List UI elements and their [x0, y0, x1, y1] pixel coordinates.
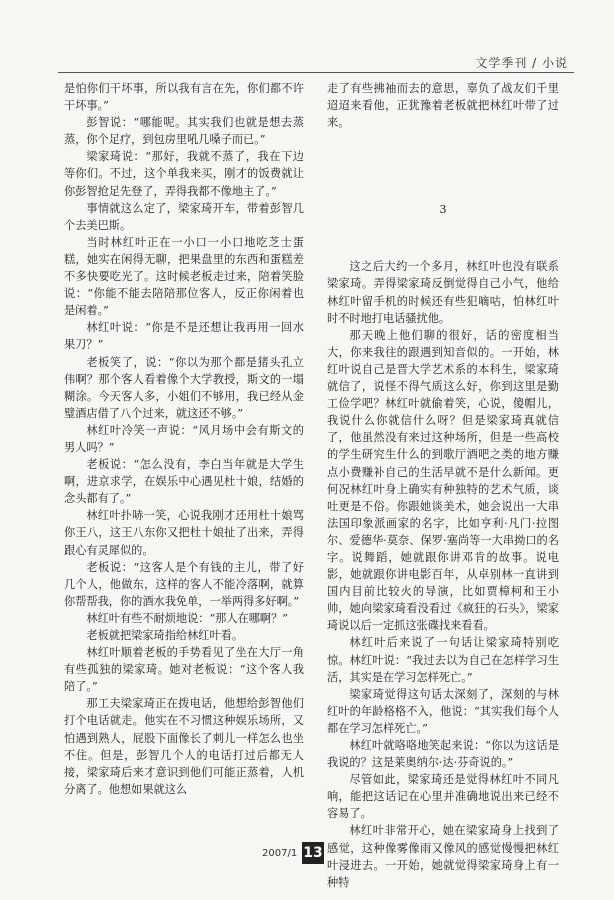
paragraph: 林红叶非常开心，她在梁家琦身上找到了感觉，这种像雾像雨又像风的感觉慢慢把林红叶浸进去。一开始，她就觉得梁家琦身上有一种特	[327, 824, 559, 889]
paragraph: 梁家琦说：“那好，我就不蒸了，我在下边等你们。不过，这个单我来买，刚才的饭费就让你彭智抢足先登了，弄得我都不像地主了。”	[64, 150, 304, 198]
issue-date: 2007/1	[262, 848, 298, 859]
paragraph: 林红叶说：“你是不是还想让我再用一回水果刀？”	[64, 321, 304, 352]
page-number: 13	[302, 842, 324, 864]
paragraph: 林红叶就咯咯地笑起来说：“你以为这话是我说的？这是莱奥纳尔·达·芬奇说的。”	[327, 739, 559, 770]
running-header	[0, 50, 614, 74]
header-rule	[58, 72, 574, 73]
header-title: 文学季刊 / 小说	[475, 56, 568, 70]
paragraph: 林红叶顺着老板的手势看见了坐在大厅一角有些孤独的梁家琦。她对老板说：“这个客人我陪了。”	[64, 646, 304, 694]
paragraph: 林红叶冷笑一声说：“风月场中会有斯文的男人吗？”	[64, 423, 304, 454]
paragraph: 事情就这么定了，梁家琦开车，带着彭智几个去美巴斯。	[64, 201, 304, 232]
paragraph: 彭智说：“哪能呢。其实我们也就是想去蒸蒸，你个足疗，到包房里吼几嗓子而已。”	[64, 116, 304, 147]
paragraph: 尽管如此，梁家琦还是觉得林红叶不同凡响，能把这话记在心里并准确地说出来已经不容易了。	[327, 773, 559, 821]
paragraph: 那工夫梁家琦正在拨电话，他想给彭智他们打个电话就走。他实在不习惯这种娱乐场所，又怕遇到熟人，屁股下面像长了刺儿一样怎么也坐不住。但是，彭智几个人的电话打过后都无人接，梁家琦后来才意识到他们可能正蒸着，人机分离了。他想如果就这么	[64, 697, 304, 796]
paragraph: 这之后大约一个多月，林红叶也没有联系梁家琦。弄得梁家琦反倒觉得自己小气，他给林红叶留手机的时候还有些犯嘀咕，怕林红叶时不时地打电话骚扰他。	[327, 260, 559, 325]
section-number: 3	[439, 203, 447, 217]
paragraph: 林红叶后来说了一句话让梁家琦特别吃惊。林红叶说：“我过去以为自己在怎样学习生活，其实是在学习怎样死亡。”	[327, 636, 559, 684]
paragraph: 林红叶扑哧一笑，心说我刚才还用杜十娘骂你王八，这王八东你又把杜十娘扯了出来，弄得跟心有灵犀似的。	[64, 509, 304, 557]
page-footer	[0, 842, 614, 866]
paragraph: 当时林红叶正在一小口一小口地吃芝士蛋糕，她实在闲得无聊，把果盘里的东西和蛋糕差不多快要吃光了。这时候老板走过来，陪着笑脸说：“你能不能去陪陪那位客人，反正你闲着也是闲着。”	[64, 235, 304, 318]
paragraph: 老板就把梁家琦指给林红叶看。	[86, 629, 244, 642]
paragraph: 那天晚上他们聊的很好，话的密度相当大，你来我往的跟遇到知音似的。一开始，林红叶说自己是晋大学艺术系的本科生，梁家琦就信了，说怪不得气质这么好，你到这里是勤工俭学吧？林红叶就偷着笑，心说，傻帽儿，我说什么你就信什么呀？但是梁家琦真就信了，他虽然没有来过这种场所，但是一些高校的学生研究生什么的到歌厅酒吧之类的地方赚点小费赚补自己的生活早就不是什么新闻。更何况林红叶身上确实有种独特的艺术气质，谈吐更是不俗。你跟她谈美术，她会说出一大串法国印象派画家的名字，比如亨利·凡门·拉图尔、爱德华·莫奈、保罗·塞尚等一大串拗口的名字。说舞蹈，她就跟你讲邓肯的故事。说电影，她就跟你讲电影百年，从卓别林一直讲到国内目前比较火的导演，比如贾樟柯和王小帅，她向梁家琦看没看过《疯狂的石头》，梁家琦说以后一定抓这张碟找来看看。	[327, 328, 559, 633]
paragraph: 老板笑了，说：“你以为那个都是猪头孔立伟啊？那个客人看着像个大学教授，斯文的一塌糊涂。今天客人多，小姐们不够用，我已经从金璧酒店借了八个过来，就这还不够。”	[64, 355, 304, 420]
paragraph: 老板说：“怎么没有，李白当年就是大学生啊，进京求学，在娱乐中心遇见杜十娘，结婚的念头都有了。”	[64, 458, 304, 506]
paragraph: 林红叶有些不耐烦地说：“那人在哪啊？”	[86, 611, 289, 625]
paragraph: 是怕你们干坏事，所以我有言在先，你们都不许干坏事。”	[64, 82, 304, 113]
left-column	[64, 80, 304, 798]
right-column	[327, 80, 559, 891]
paragraph: 走了有些拂袖而去的意思，辜负了战友们千里迢迢来看他，正犹豫着老板就把林红叶带了过来。	[327, 82, 559, 130]
paragraph: 老板说：“这客人是个有钱的主儿，带了好几个人，他做东，这样的客人不能冷落啊，就算你帮帮我，你的酒水我免单，一举两得多好啊。”	[64, 560, 304, 608]
paragraph: 梁家琦觉得这句话太深刻了，深刻的与林红叶的年龄格格不入，他说：“其实我们每个人都在学习怎样死亡。”	[327, 687, 559, 735]
